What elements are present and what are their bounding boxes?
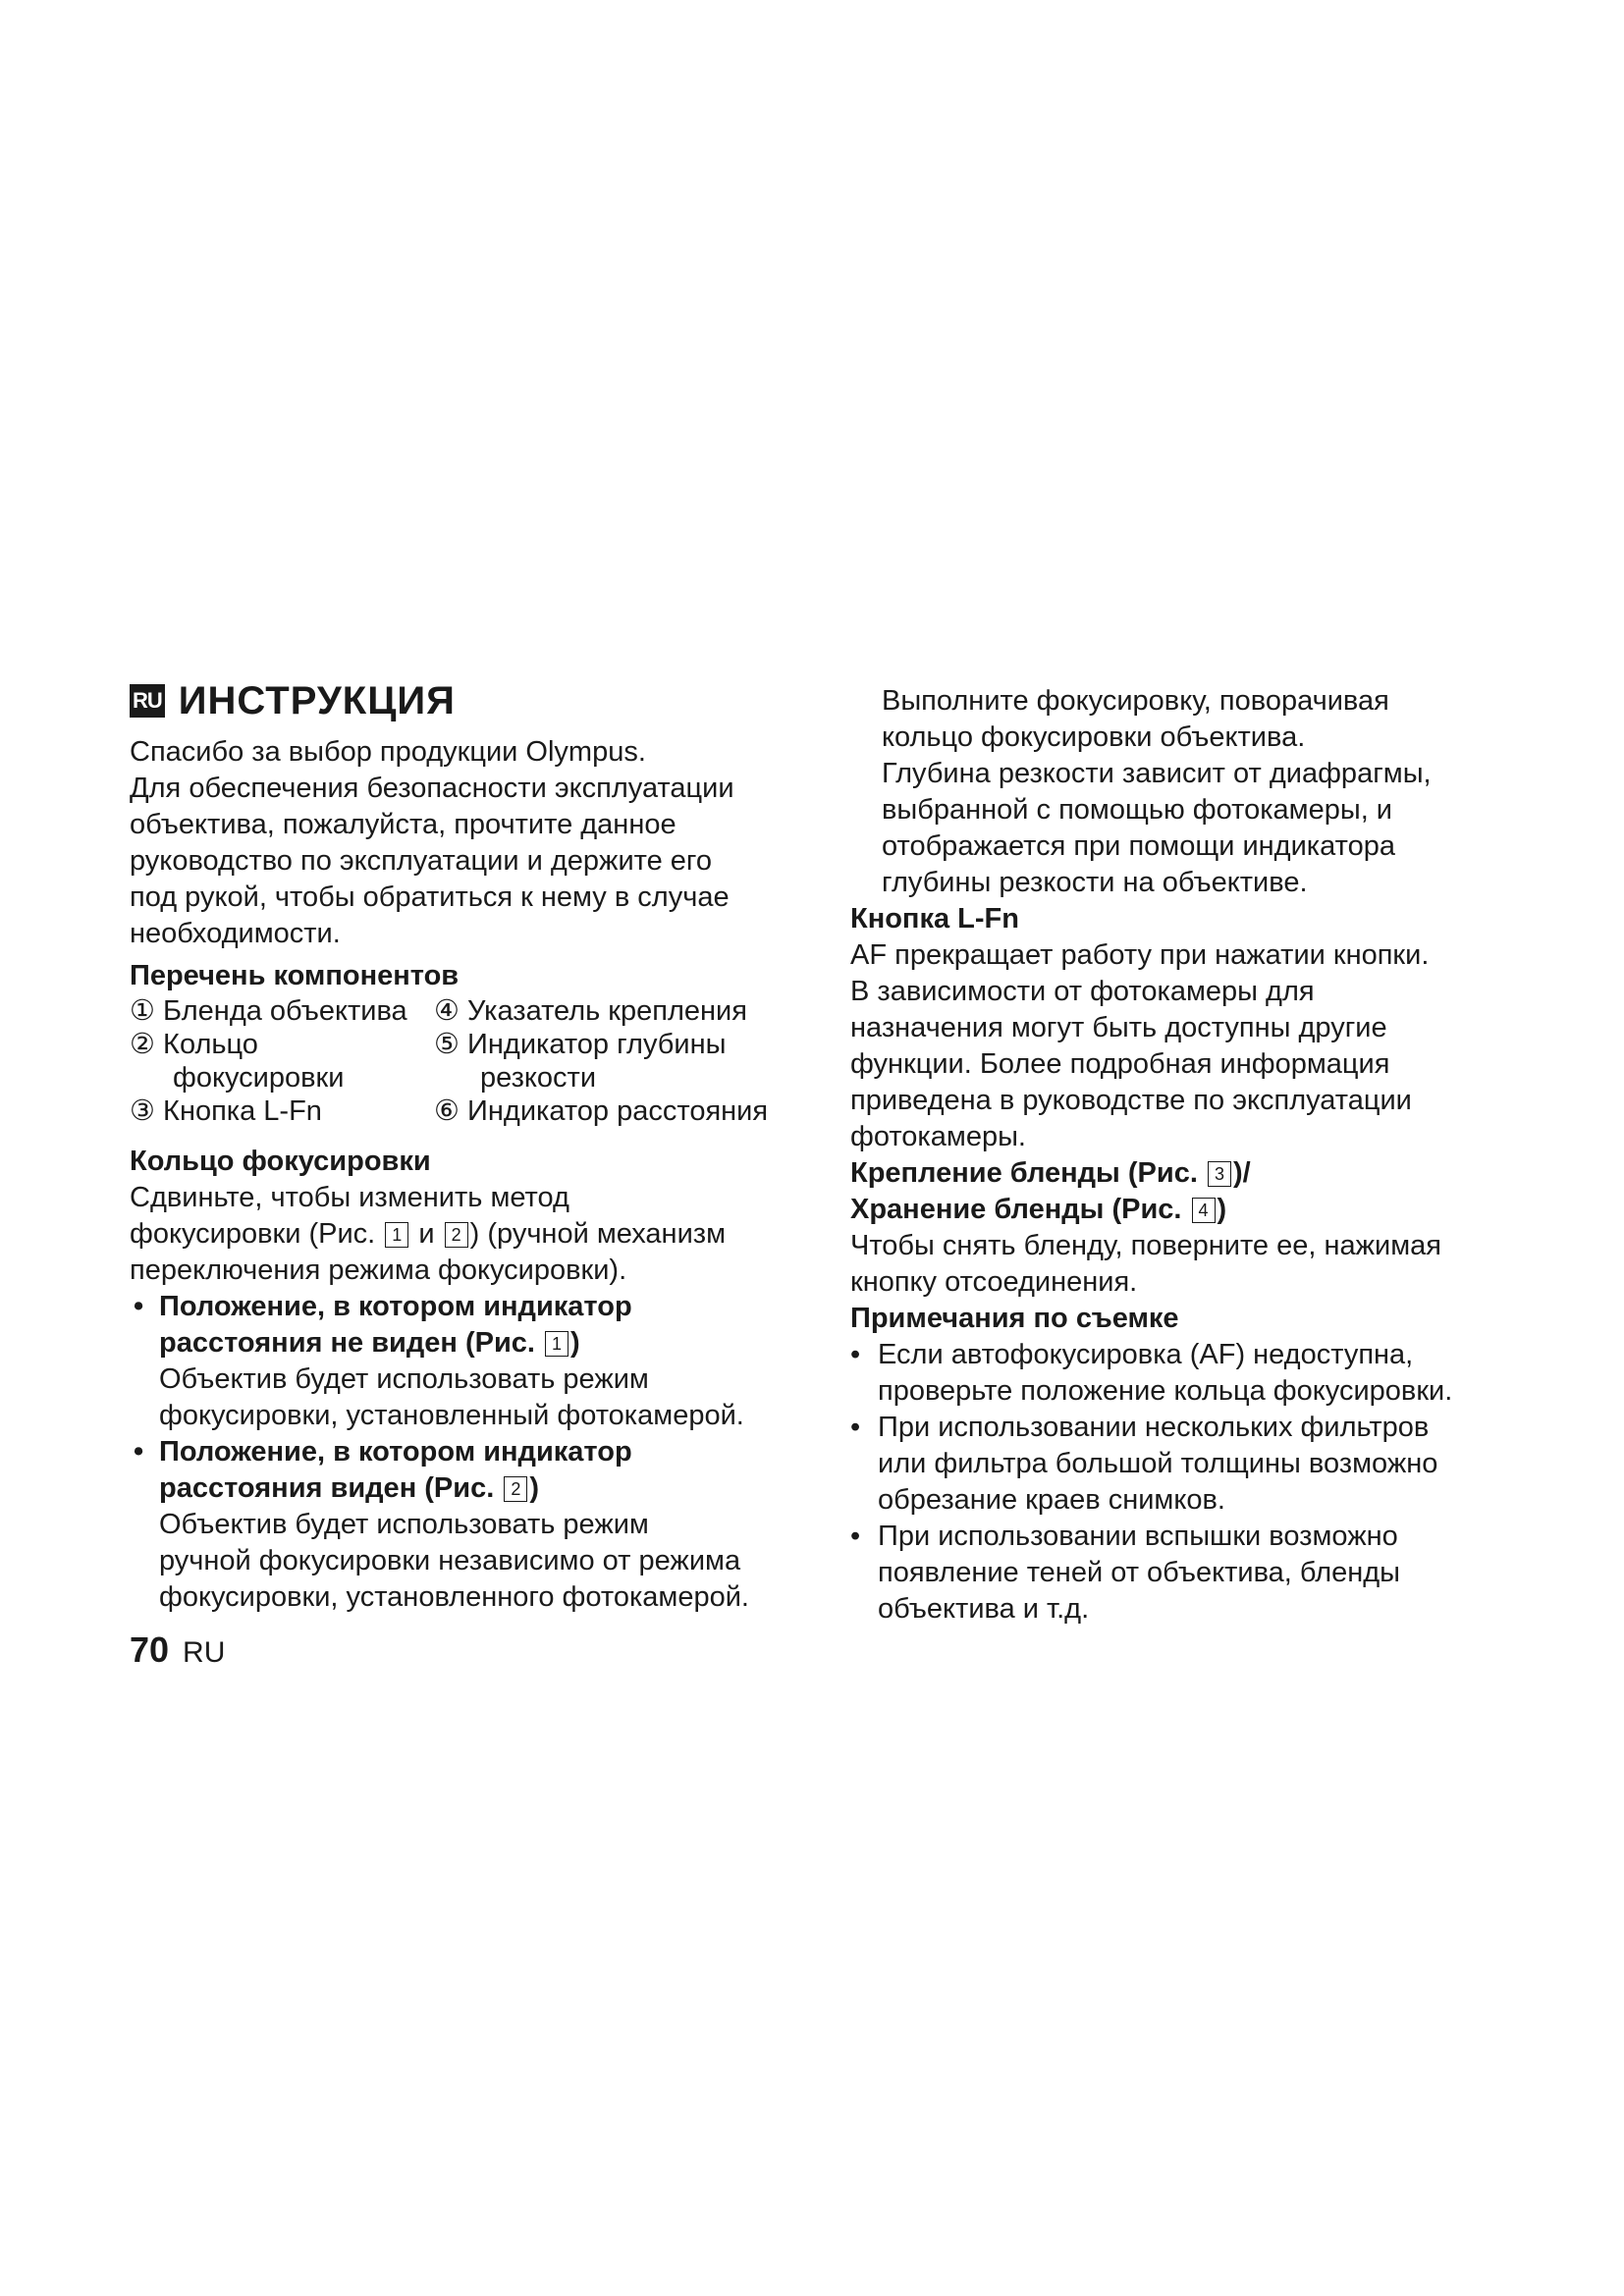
intro-line: объектива, пожалуйста, прочтите данное xyxy=(130,809,677,840)
text-fragment: ) (ручной механизм xyxy=(469,1218,727,1250)
components-list xyxy=(130,994,807,1128)
body-line: В зависимости от фотокамеры для xyxy=(850,976,1315,1007)
bullet-heading: Положение, в котором индикатор xyxy=(159,1291,632,1322)
note-item xyxy=(850,1337,1528,1410)
bullet-body: фокусировки, установленный фотокамерой. xyxy=(159,1400,744,1431)
bullet-icon: • xyxy=(850,1412,861,1443)
component-item-continued: фокусировки xyxy=(173,1062,345,1094)
component-item: ② Кольцо xyxy=(130,1029,258,1060)
bullet-body: ручной фокусировки независимо от режима xyxy=(159,1545,741,1576)
note-line: При использовании вспышки возможно xyxy=(878,1521,1398,1552)
note-item xyxy=(850,1410,1528,1519)
intro-line: необходимости. xyxy=(130,918,341,949)
note-line: При использовании нескольких фильтров xyxy=(878,1412,1430,1443)
body-line: назначения могут быть доступны другие xyxy=(850,1012,1387,1043)
hood-heading xyxy=(850,1192,1528,1228)
bullet-heading: Положение, в котором индикатор xyxy=(159,1436,632,1468)
text-fragment: ) xyxy=(570,1327,580,1359)
body-line: Выполните фокусировку, поворачивая xyxy=(882,685,1389,717)
component-item: ⑥ Индикатор расстояния xyxy=(434,1095,769,1127)
figure-ref-4: 4 xyxy=(1192,1198,1216,1223)
text-fragment: фокусировки (Рис. xyxy=(130,1218,376,1250)
page-footer xyxy=(130,1629,225,1671)
page-title: ИНСТРУКЦИЯ xyxy=(178,678,456,722)
note-line: появление теней от объектива, бленды xyxy=(878,1557,1401,1588)
body-line: приведена в руководстве по эксплуатации xyxy=(850,1085,1412,1116)
component-item: ③ Кнопка L-Fn xyxy=(130,1095,322,1127)
bullet-heading xyxy=(159,1325,807,1362)
component-item: ① Бленда объектива xyxy=(130,995,407,1027)
component-item: ⑤ Индикатор глубины xyxy=(434,1029,727,1060)
text-fragment: Крепление бленды (Рис. xyxy=(850,1157,1198,1189)
component-item: ④ Указатель крепления xyxy=(434,995,747,1027)
focus-continued xyxy=(850,683,1528,901)
body-line: фотокамеры. xyxy=(850,1121,1026,1152)
focus-ring-text: Сдвиньте, чтобы изменить метод xyxy=(130,1182,569,1213)
focus-ring-heading: Кольцо фокусировки xyxy=(130,1146,431,1177)
body-line: кнопку отсоединения. xyxy=(850,1266,1138,1298)
components-heading: Перечень компонентов xyxy=(130,960,460,991)
note-line: или фильтра большой толщины возможно xyxy=(878,1448,1438,1479)
bullet-heading xyxy=(159,1470,807,1507)
text-fragment: расстояния виден (Рис. xyxy=(159,1472,495,1504)
body-line: Глубина резкости зависит от диафрагмы, xyxy=(882,758,1432,789)
bullet-icon: • xyxy=(134,1436,144,1468)
note-line: Если автофокусировка (AF) недоступна, xyxy=(878,1339,1414,1370)
text-fragment: расстояния не виден (Рис. xyxy=(159,1327,535,1359)
text-fragment: и xyxy=(418,1218,435,1250)
component-item-continued: резкости xyxy=(480,1062,597,1094)
intro-line: Спасибо за выбор продукции Olympus. xyxy=(130,736,646,768)
language-badge: RU xyxy=(130,684,165,718)
intro-line: под рукой, чтобы обратиться к нему в случае xyxy=(130,881,730,913)
figure-ref-1: 1 xyxy=(545,1331,568,1357)
bullet-body: фокусировки, установленного фотокамерой. xyxy=(159,1581,749,1613)
bullet-body: Объектив будет использовать режим xyxy=(159,1509,649,1540)
bullet-icon: • xyxy=(850,1339,861,1370)
body-line: выбранной с помощью фотокамеры, и xyxy=(882,794,1393,826)
body-line: кольцо фокусировки объектива. xyxy=(882,721,1306,753)
body-line: глубины резкости на объективе. xyxy=(882,867,1308,898)
body-line: отображается при помощи индикатора xyxy=(882,830,1395,862)
footer-language: RU xyxy=(183,1636,226,1669)
figure-ref-3: 3 xyxy=(1208,1161,1231,1187)
bullet-icon: • xyxy=(850,1521,861,1552)
title-row xyxy=(130,677,807,724)
bullet-icon: • xyxy=(134,1291,144,1322)
bullet-body: Объектив будет использовать режим xyxy=(159,1363,649,1395)
note-item xyxy=(850,1519,1528,1628)
left-column xyxy=(130,677,807,1616)
page-number: 70 xyxy=(130,1629,170,1670)
focus-bullet xyxy=(130,1434,807,1616)
text-fragment: Хранение бленды (Рис. xyxy=(850,1194,1182,1225)
text-fragment: )/ xyxy=(1232,1157,1251,1189)
figure-ref-2: 2 xyxy=(504,1476,527,1502)
intro-line: руководство по эксплуатации и держите его xyxy=(130,845,712,877)
figure-ref-2: 2 xyxy=(445,1222,468,1248)
body-line: функции. Более подробная информация xyxy=(850,1048,1390,1080)
focus-ring-text: переключения режима фокусировки). xyxy=(130,1255,627,1286)
body-line: Чтобы снять бленду, поверните ее, нажимая xyxy=(850,1230,1442,1261)
lfn-heading: Кнопка L-Fn xyxy=(850,903,1019,934)
hood-heading xyxy=(850,1155,1528,1192)
figure-ref-1: 1 xyxy=(385,1222,408,1248)
note-line: обрезание краев снимков. xyxy=(878,1484,1225,1516)
focus-bullet xyxy=(130,1289,807,1434)
body-line: AF прекращает работу при нажатии кнопки. xyxy=(850,939,1430,971)
right-column xyxy=(850,683,1528,1628)
focus-ring-text xyxy=(130,1216,807,1253)
text-fragment: ) xyxy=(1217,1194,1227,1225)
intro-line: Для обеспечения безопасности эксплуатации xyxy=(130,773,734,804)
note-line: проверьте положение кольца фокусировки. xyxy=(878,1375,1453,1407)
text-fragment: ) xyxy=(529,1472,540,1504)
notes-heading: Примечания по съемке xyxy=(850,1303,1179,1334)
note-line: объектива и т.д. xyxy=(878,1593,1090,1625)
